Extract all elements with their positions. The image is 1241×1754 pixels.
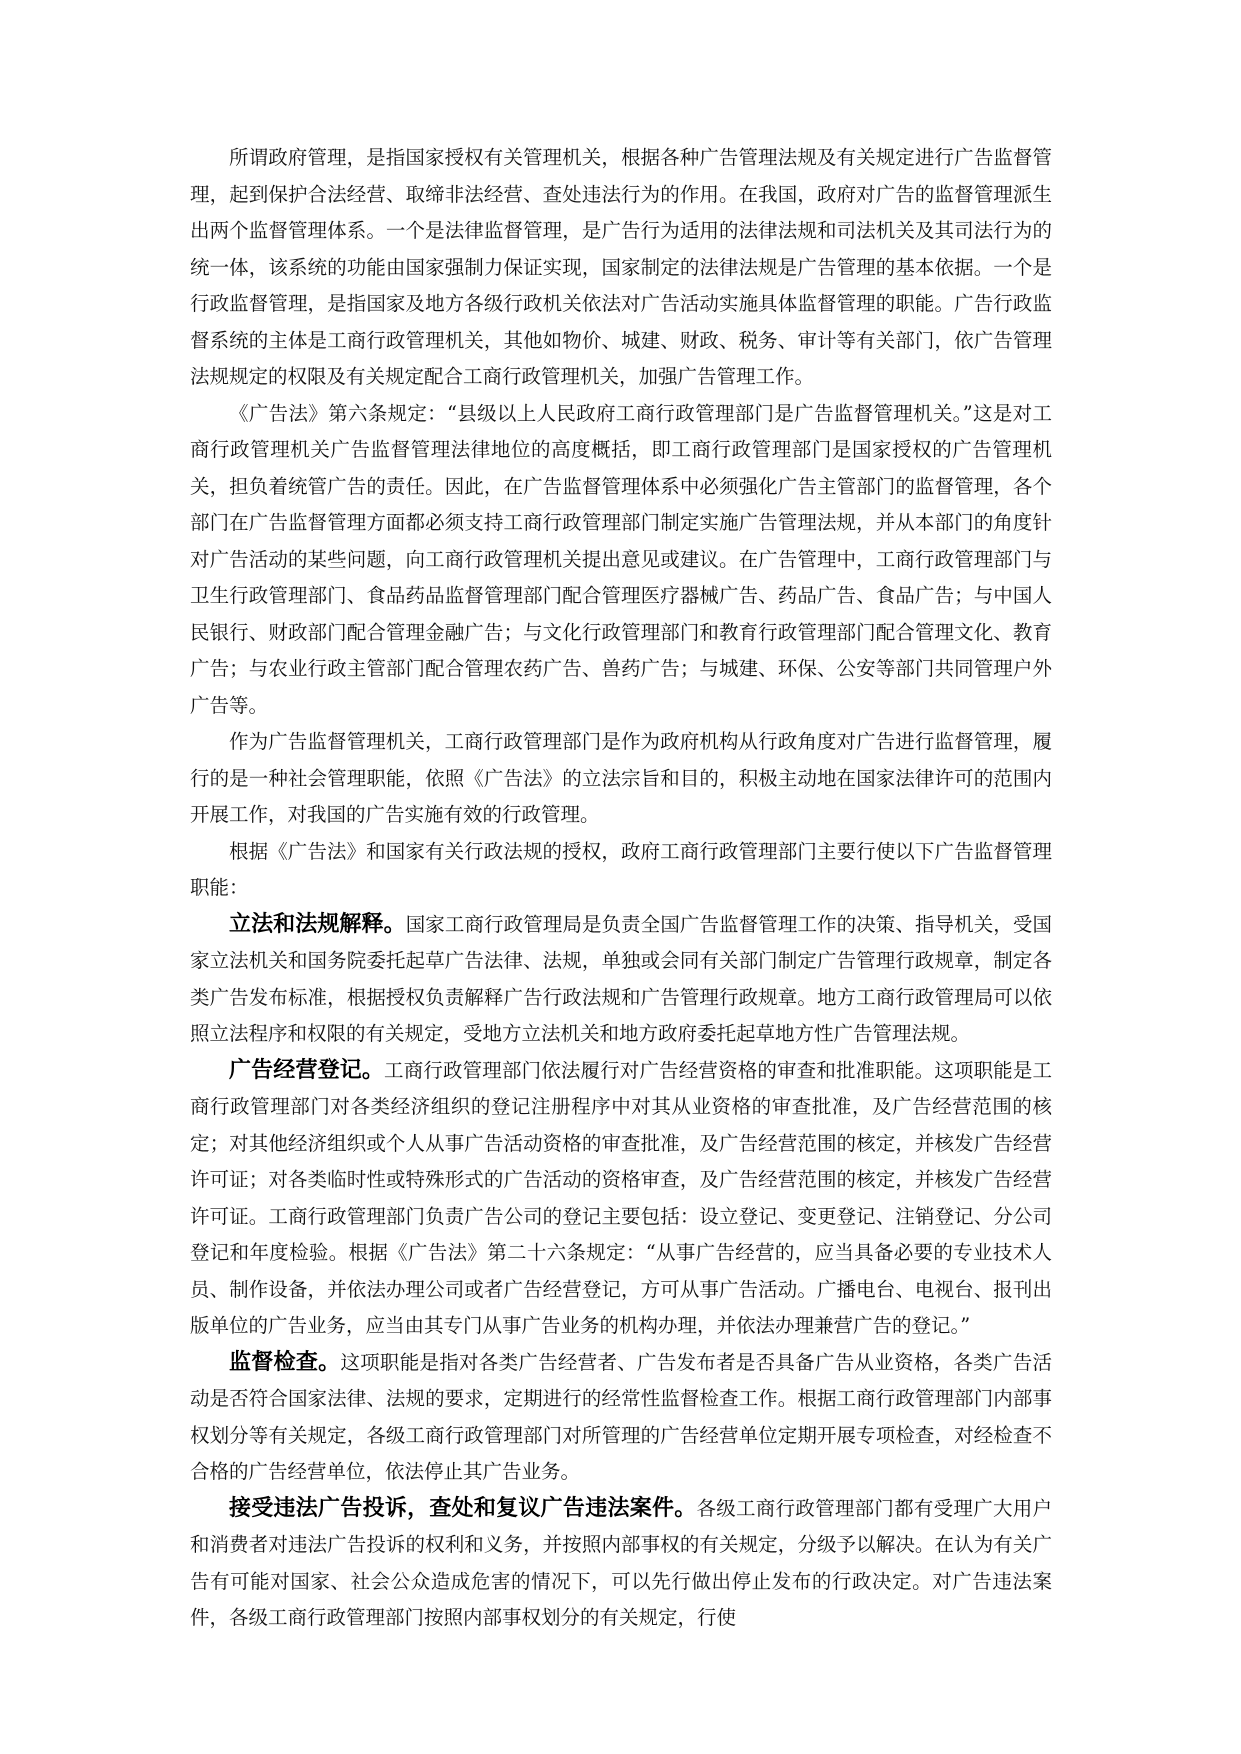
paragraph-advertising-law-article-6 [190, 396, 1052, 725]
paragraph-text: 根据《广告法》和国家有关行政法规的授权，政府工商行政管理部门主要行使以下广告监督管理职能： [190, 839, 1052, 899]
paragraph-text: 国家工商行政管理局是负责全国广告监督管理工作的决策、指导机关，受国家立法机关和国务院委托起草广告法律、法规，单独或会同有关部门制定广告管理行政规章，制定各类广告发布标准，根据授权负责解释广告行政法规和广告管理行政规章。地方工商行政管理局可以依照立法程序和权限的有关规定，受地方立法机关和地方政府委托起草地方性广告管理法规。 [190, 912, 1052, 1045]
paragraph-heading: 广告经营登记。 [229, 1057, 385, 1083]
paragraph-legislation [190, 907, 1052, 1053]
paragraph-supervisory-authority [190, 724, 1052, 834]
paragraph-text: 工商行政管理部门依法履行对广告经营资格的审查和批准职能。这项职能是工商行政管理部门对各类经济组织的登记注册程序中对其从业资格的审查批准，及广告经营范围的核定；对其他经济组织或个人从事广告活动资格的审查批准，及广告经营范围的核定，并核发广告经营许可证；对各类临时性或特殊形式的广告活动的资格审查，及广告经营范围的核定，并核发广告经营许可证。工商行政管理部门负责广告公司的登记主要包括：设立登记、变更登记、注销登记、分公司登记和年度检验。根据《广告法》第二十六条规定：“从事广告经营的，应当具备必要的专业技术人员、制作设备，并依法办理公司或者广告经营登记，方可从事广告活动。广播电台、电视台、报刊出版单位的广告业务，应当由其专门从事广告业务的机构办理，并依法办理兼营广告的登记。” [190, 1058, 1052, 1337]
paragraph-heading: 接受违法广告投诉，查处和复议广告违法案件。 [229, 1495, 697, 1521]
paragraph-text: 作为广告监督管理机关，工商行政管理部门是作为政府机构从行政角度对广告进行监督管理，履行的是一种社会管理职能，依照《广告法》的立法宗旨和目的，积极主动地在国家法律许可的范围内开展工作，对我国的广告实施有效的行政管理。 [190, 730, 1052, 826]
paragraph-supervision-inspection [190, 1345, 1052, 1491]
paragraph-functions-intro [190, 834, 1052, 907]
paragraph-complaints-cases [190, 1491, 1052, 1637]
paragraph-text: 这项职能是指对各类广告经营者、广告发布者是否具备广告从业资格，各类广告活动是否符合国家法律、法规的要求，定期进行的经常性监督检查工作。根据工商行政管理部门内部事权划分等有关规定，各级工商行政管理部门对所管理的广告经营单位定期开展专项检查，对经检查不合格的广告经营单位，依法停止其广告业务。 [190, 1350, 1052, 1483]
paragraph-heading: 立法和法规解释。 [229, 911, 406, 937]
paragraph-heading: 监督检查。 [229, 1349, 341, 1375]
paragraph-text: 各级工商行政管理部门都有受理广大用户和消费者对违法广告投诉的权利和义务，并按照内部事权的有关规定，分级予以解决。在认为有关广告有可能对国家、社会公众造成危害的情况下，可以先行做出停止发布的行政决定。对广告违法案件，各级工商行政管理部门按照内部事权划分的有关规定，行使 [190, 1496, 1052, 1629]
paragraph-text: 《广告法》第六条规定：“县级以上人民政府工商行政管理部门是广告监督管理机关。”这是对工商行政管理机关广告监督管理法律地位的高度概括，即工商行政管理部门是国家授权的广告管理机关，担负着统管广告的责任。因此，在广告监督管理体系中必须强化广告主管部门的监督管理，各个部门在广告监督管理方面都必须支持工商行政管理部门制定实施广告管理法规，并从本部门的角度针对广告活动的某些问题，向工商行政管理机关提出意见或建议。在广告管理中，工商行政管理部门与卫生行政管理部门、食品药品监督管理部门配合管理医疗器械广告、药品广告、食品广告；与中国人民银行、财政部门配合管理金融广告；与文化行政管理部门和教育行政管理部门配合管理文化、教育广告；与农业行政主管部门配合管理农药广告、兽药广告；与城建、环保、公安等部门共同管理户外广告等。 [190, 401, 1052, 717]
paragraph-government-management [190, 140, 1052, 396]
paragraph-text: 所谓政府管理，是指国家授权有关管理机关，根据各种广告管理法规及有关规定进行广告监督管理，起到保护合法经营、取缔非法经营、查处违法行为的作用。在我国，政府对广告的监督管理派生出两个监督管理体系。一个是法律监督管理，是广告行为适用的法律法规和司法机关及其司法行为的统一体，该系统的功能由国家强制力保证实现，国家制定的法律法规是广告管理的基本依据。一个是行政监督管理，是指国家及地方各级行政机关依法对广告活动实施具体监督管理的职能。广告行政监督系统的主体是工商行政管理机关，其他如物价、城建、财政、税务、审计等有关部门，依广告管理法规规定的权限及有关规定配合工商行政管理机关，加强广告管理工作。 [190, 146, 1052, 388]
document-body [190, 140, 1052, 1637]
paragraph-business-registration [190, 1053, 1052, 1345]
